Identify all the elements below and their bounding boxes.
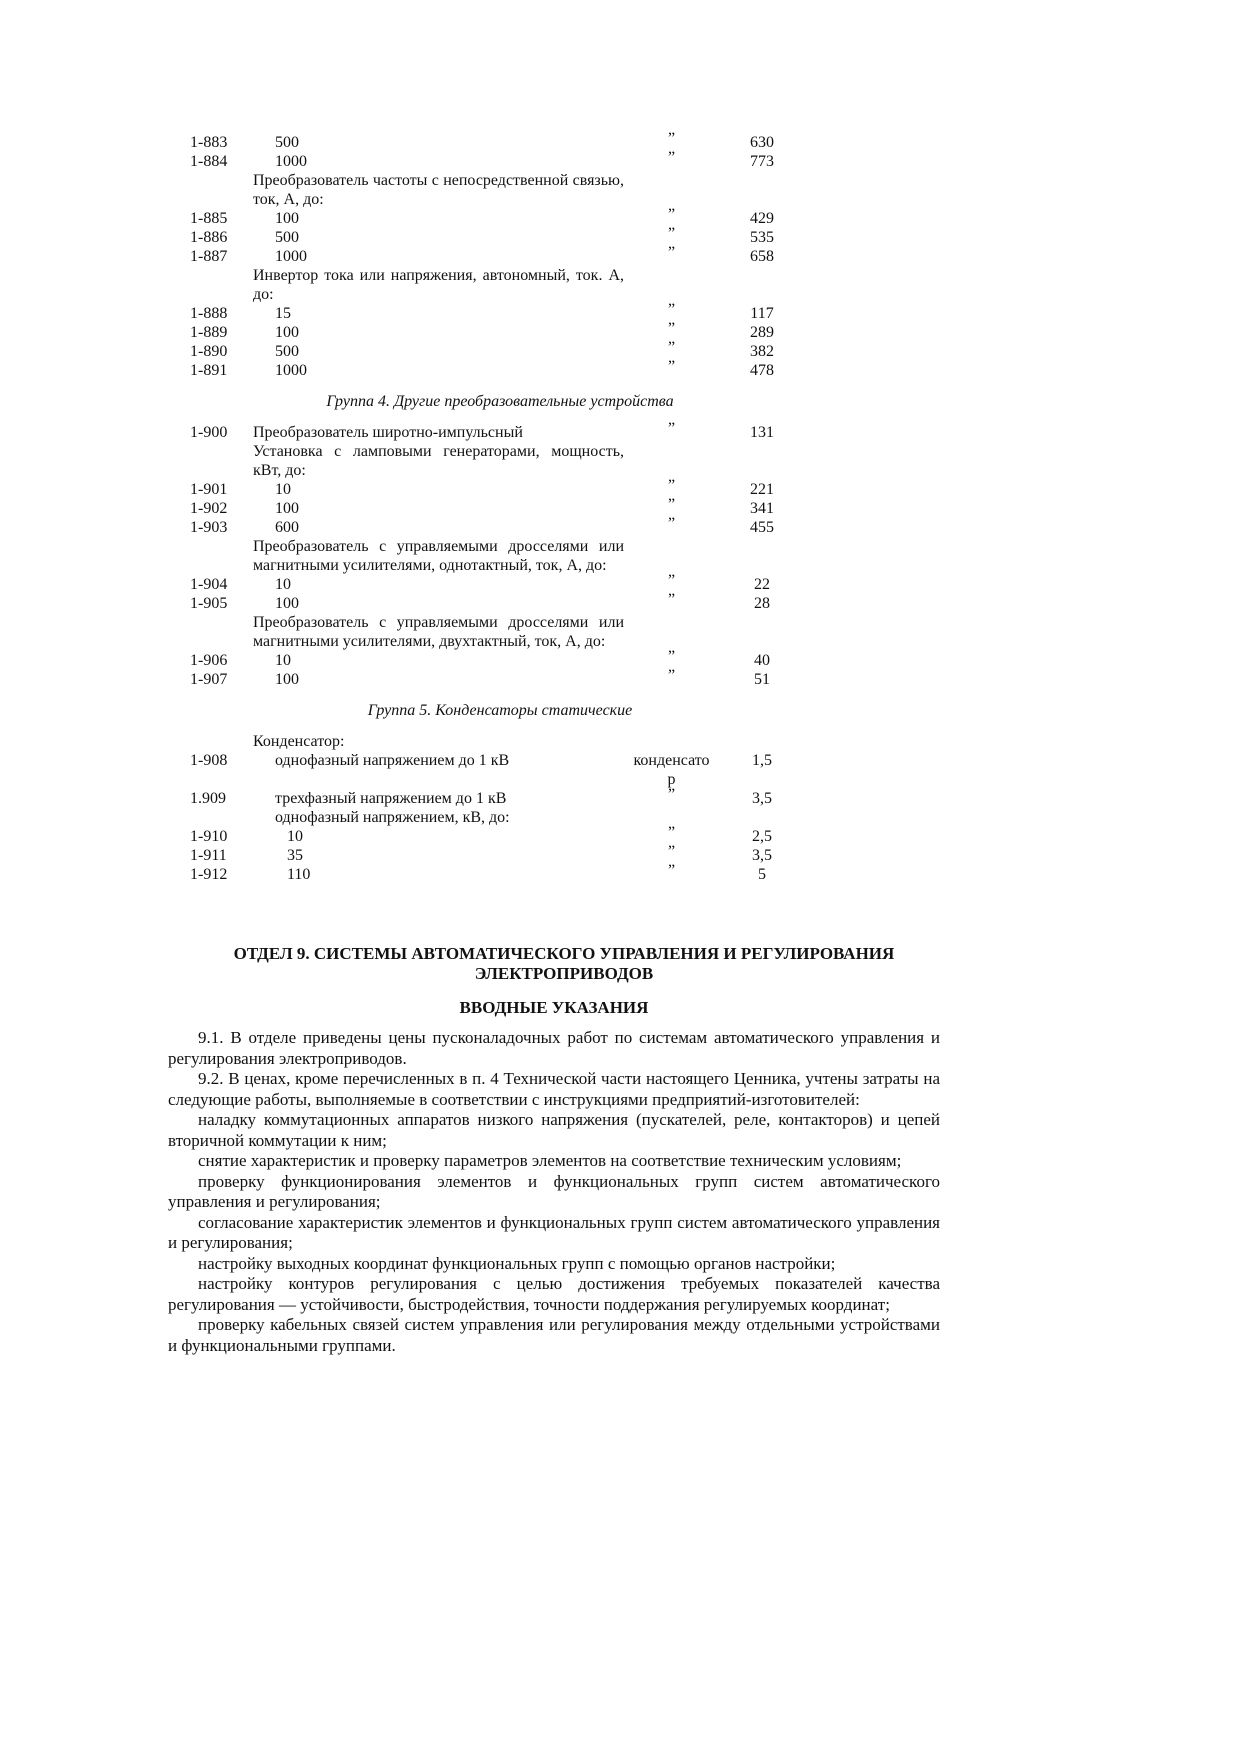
paragraph: 9.1. В отделе приведены цены пусконаладочных работ по системам автоматического управления и регулирования электроприводов. — [168, 1028, 940, 1068]
paragraph: 9.2. В ценах, кроме перечисленных в п. 4 Технической части настоящего Ценника, учтены затраты на следующие работы, выполняемые в соответствии с инструкциями предприятий-изготовителей: — [168, 1069, 940, 1109]
unit-text: ” — [667, 824, 676, 841]
unit-text: ” — [667, 358, 676, 375]
item-price — [714, 537, 810, 575]
item-description: 500 — [275, 134, 299, 151]
section-body — [168, 1028, 940, 1356]
item-description: 500 — [275, 343, 299, 360]
table-subheading — [190, 537, 810, 575]
item-unit — [629, 613, 714, 651]
item-description: Конденсатор: — [253, 733, 345, 750]
item-price: 630 — [750, 134, 774, 151]
item-price — [714, 266, 810, 304]
item-price: 131 — [750, 424, 774, 441]
table-row — [190, 499, 810, 518]
unit-text: ” — [667, 225, 676, 242]
unit-text: ” — [667, 515, 676, 532]
unit-text: ” — [667, 477, 676, 494]
item-price: 221 — [750, 481, 774, 498]
item-description: 10 — [275, 481, 291, 498]
item-description: 1000 — [275, 153, 307, 170]
item-unit — [629, 266, 714, 304]
item-description: трехфазный напряжением до 1 кВ — [275, 790, 507, 807]
table-row — [190, 304, 810, 323]
paragraph: наладку коммутационных аппаратов низкого напряжения (пускателей, реле, контакторов) и цепей вторичной коммутации к ним; — [168, 1110, 940, 1150]
item-code: 1-912 — [190, 866, 228, 883]
item-price — [714, 613, 810, 651]
table-row — [190, 152, 810, 171]
item-unit — [629, 149, 714, 171]
table-row — [190, 323, 810, 342]
item-code — [190, 808, 253, 827]
item-price: 478 — [750, 362, 774, 379]
item-description: Преобразователь широтно-импульсный — [253, 424, 523, 441]
section-subtitle: ВВОДНЫЕ УКАЗАНИЯ — [459, 998, 649, 1017]
item-unit — [629, 862, 714, 884]
item-price: 658 — [750, 248, 774, 265]
item-price: 455 — [750, 519, 774, 536]
item-unit — [629, 442, 714, 480]
unit-text: ” — [667, 320, 676, 337]
item-description: Инвертор тока или напряжения, автономный, ток. А, до: — [253, 267, 624, 303]
item-unit — [629, 515, 714, 537]
item-code: 1-883 — [190, 134, 228, 151]
paragraph: настройку выходных координат функциональных групп с помощью органов настройки; — [198, 1253, 836, 1273]
item-price: 3,5 — [752, 790, 772, 807]
unit-text: конденсатор — [633, 752, 710, 788]
item-description: 1000 — [275, 248, 307, 265]
item-price — [714, 171, 810, 209]
table-subheading — [190, 171, 810, 209]
item-code: 1-884 — [190, 153, 228, 170]
table-row — [190, 575, 810, 594]
item-code: 1-900 — [190, 424, 228, 441]
item-code: 1-891 — [190, 362, 228, 379]
item-description: 15 — [275, 305, 291, 322]
item-code: 1-910 — [190, 828, 228, 845]
item-price: 429 — [750, 210, 774, 227]
item-price — [714, 808, 810, 827]
unit-text: ” — [667, 130, 676, 147]
table-row — [190, 670, 810, 689]
item-price: 51 — [754, 671, 770, 688]
item-description: 500 — [275, 229, 299, 246]
item-price — [714, 442, 810, 480]
item-price: 117 — [750, 305, 774, 322]
item-unit — [629, 420, 714, 442]
paragraph: проверку кабельных связей систем управления или регулирования между отдельными устройствами и функциональными группами. — [168, 1315, 940, 1355]
group-title: Группа 4. Другие преобразовательные устройства — [326, 393, 674, 410]
table-row — [190, 480, 810, 499]
unit-text: ” — [667, 648, 676, 665]
paragraph: проверку функционирования элементов и функциональных групп систем автоматического управления и регулирования; — [168, 1171, 940, 1211]
table-row — [190, 228, 810, 247]
item-unit — [629, 358, 714, 380]
unit-text: ” — [667, 420, 676, 437]
item-unit — [629, 786, 714, 808]
unit-text: ” — [667, 786, 676, 803]
unit-text: ” — [667, 301, 676, 318]
table-row — [190, 651, 810, 670]
item-description: 100 — [275, 500, 299, 517]
item-description: Преобразователь с управляемыми дросселями или магнитными усилителями, двухтактный, ток, А, до: — [253, 614, 624, 650]
item-description: 100 — [275, 595, 299, 612]
unit-text: ” — [667, 572, 676, 589]
paragraph: настройку контуров регулирования с целью достижения требуемых показателей качества регулирования — устойчивости, быстродействия, точности поддержания регулируемых координат; — [168, 1274, 940, 1314]
table-row — [190, 789, 810, 808]
item-description: 100 — [275, 324, 299, 341]
item-code: 1-890 — [190, 343, 228, 360]
unit-text: ” — [667, 591, 676, 608]
price-table — [190, 130, 810, 884]
section-title: ОТДЕЛ 9. СИСТЕМЫ АВТОМАТИЧЕСКОГО УПРАВЛЕНИЯ И РЕГУЛИРОВАНИЯ ЭЛЕКТРОПРИВОДОВ — [233, 944, 895, 983]
table-row — [190, 209, 810, 228]
item-description: 600 — [275, 519, 299, 536]
item-description: 1000 — [275, 362, 307, 379]
item-code: 1-907 — [190, 671, 228, 688]
item-unit — [629, 171, 714, 209]
item-code — [190, 537, 253, 575]
item-code — [190, 171, 253, 209]
item-code: 1-908 — [190, 752, 228, 769]
item-code: 1-906 — [190, 652, 228, 669]
group-title: Группа 5. Конденсаторы статические — [367, 702, 633, 719]
item-code: 1-887 — [190, 248, 228, 265]
table-subheading — [190, 266, 810, 304]
unit-text: ” — [667, 206, 676, 223]
item-description: 10 — [275, 576, 291, 593]
item-code: 1-911 — [190, 847, 227, 864]
table-row — [190, 342, 810, 361]
item-code — [190, 442, 253, 480]
item-code: 1-886 — [190, 229, 228, 246]
item-description: 100 — [275, 671, 299, 688]
item-description: 110 — [287, 866, 311, 883]
item-unit — [629, 667, 714, 689]
item-price: 535 — [750, 229, 774, 246]
table-subheading — [190, 442, 810, 480]
item-price: 5 — [758, 866, 766, 883]
item-unit — [629, 732, 714, 751]
item-description: однофазный напряжением до 1 кВ — [275, 752, 510, 769]
table-row — [190, 518, 810, 537]
unit-text: ” — [667, 843, 676, 860]
section-9 — [168, 944, 940, 1356]
table-row — [190, 865, 810, 884]
item-code: 1-889 — [190, 324, 228, 341]
unit-text: ” — [667, 862, 676, 879]
item-description: однофазный напряжением, кВ, до: — [275, 809, 510, 826]
item-description: Преобразователь с управляемыми дросселями или магнитными усилителями, однотактный, ток, А, до: — [253, 538, 624, 574]
item-price: 40 — [754, 652, 770, 669]
table-row — [190, 846, 810, 865]
table-row — [190, 594, 810, 613]
group-heading — [190, 689, 810, 732]
table-subheading — [190, 732, 810, 751]
item-price: 289 — [750, 324, 774, 341]
item-unit — [629, 591, 714, 613]
item-code: 1-903 — [190, 519, 228, 536]
unit-text: ” — [667, 339, 676, 356]
item-price: 2,5 — [752, 828, 772, 845]
item-code — [190, 732, 253, 751]
paragraph: согласование характеристик элементов и функциональных групп систем автоматического управления и регулирования; — [168, 1212, 940, 1252]
item-code: 1-888 — [190, 305, 228, 322]
table-row — [190, 133, 810, 152]
item-price: 22 — [754, 576, 770, 593]
item-unit — [629, 751, 714, 789]
item-price — [714, 732, 810, 751]
item-price: 773 — [750, 153, 774, 170]
item-code: 1-885 — [190, 210, 228, 227]
item-unit — [629, 537, 714, 575]
item-price: 3,5 — [752, 847, 772, 864]
item-price: 28 — [754, 595, 770, 612]
item-code — [190, 266, 253, 304]
paragraph: снятие характеристик и проверку параметров элементов на соответствие техническим условиям; — [198, 1151, 902, 1170]
item-description: 100 — [275, 210, 299, 227]
table-subheading — [190, 613, 810, 651]
item-code: 1-901 — [190, 481, 228, 498]
item-price: 341 — [750, 500, 774, 517]
group-heading — [190, 380, 810, 423]
table-row — [190, 827, 810, 846]
item-unit — [629, 244, 714, 266]
unit-text: ” — [667, 496, 676, 513]
item-description: Преобразователь частоты с непосредственной связью, ток, А, до: — [253, 172, 624, 208]
item-price: 382 — [750, 343, 774, 360]
unit-text: ” — [667, 149, 676, 166]
item-code — [190, 613, 253, 651]
item-price: 1,5 — [752, 752, 772, 769]
table-row — [190, 247, 810, 266]
unit-text: ” — [667, 244, 676, 261]
unit-text: ” — [667, 667, 676, 684]
item-description: 35 — [287, 847, 303, 864]
table-subheading — [190, 808, 810, 827]
item-code: 1-904 — [190, 576, 228, 593]
item-code: 1.909 — [190, 790, 226, 807]
table-row — [190, 361, 810, 380]
table-row — [190, 423, 810, 442]
item-code: 1-905 — [190, 595, 228, 612]
item-description: 10 — [287, 828, 303, 845]
item-description: Установка с ламповыми генераторами, мощность, кВт, до: — [253, 443, 624, 479]
item-description: 10 — [275, 652, 291, 669]
item-code: 1-902 — [190, 500, 228, 517]
table-row — [190, 751, 810, 789]
